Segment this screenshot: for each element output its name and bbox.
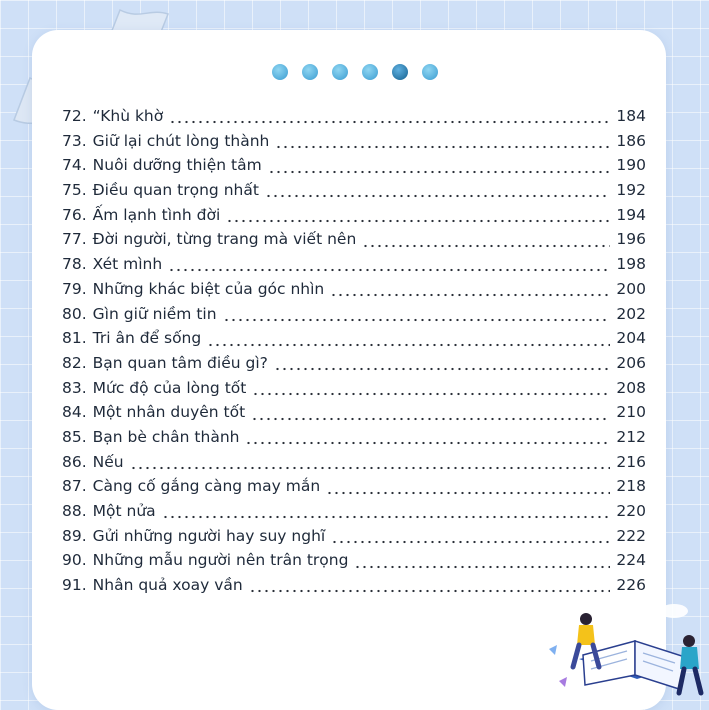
toc-entry — [62, 329, 646, 354]
page-indicator — [272, 64, 438, 80]
toc-entry-number: 90. — [62, 551, 87, 570]
toc-dot-leader — [130, 466, 611, 470]
toc-dot-leader — [252, 392, 610, 396]
toc-entry — [62, 181, 646, 206]
toc-dot-leader — [168, 268, 610, 272]
toc-entry-number: 73. — [62, 131, 87, 150]
toc-entry-number: 81. — [62, 329, 87, 348]
toc-entry-page: 192 — [616, 181, 646, 200]
toc-entry-number: 79. — [62, 279, 87, 298]
toc-entry — [62, 379, 646, 404]
page-dot — [362, 64, 378, 80]
toc-entry-title: Điều quan trọng nhất — [92, 181, 259, 200]
toc-entry-title: Càng cố gắng càng may mắn — [92, 477, 321, 496]
toc-dot-leader — [223, 318, 611, 322]
toc-entry-title: Bạn bè chân thành — [92, 427, 240, 446]
toc-dot-leader — [362, 244, 610, 248]
toc-entry — [62, 255, 646, 280]
toc-entry-number: 78. — [62, 255, 87, 274]
toc-entry — [62, 107, 646, 132]
toc-entry-page: 186 — [616, 131, 646, 150]
toc-entry — [62, 132, 646, 157]
toc-entry-title: “Khù khờ — [92, 107, 164, 125]
toc-entry-page: 204 — [616, 329, 646, 348]
toc-dot-leader — [226, 219, 610, 223]
toc-entry-number: 82. — [62, 353, 87, 372]
toc-entry-page: 202 — [616, 304, 646, 323]
toc-entry-number: 74. — [62, 156, 87, 175]
toc-entry-number: 87. — [62, 477, 87, 496]
reading-people-illustration — [539, 589, 709, 709]
page-dot — [422, 64, 438, 80]
toc-dot-leader — [251, 417, 610, 421]
toc-entry — [62, 477, 646, 502]
page-dot-active — [392, 64, 408, 80]
toc-entry-page: 196 — [616, 230, 646, 249]
toc-entry-title: Nếu — [92, 452, 124, 471]
toc-entry-title: Đời người, từng trang mà viết nên — [92, 230, 357, 249]
toc-entry — [62, 305, 646, 330]
toc-entry-title: Giữ lại chút lòng thành — [92, 131, 270, 150]
toc-entry — [62, 428, 646, 453]
toc-dot-leader — [331, 540, 610, 544]
toc-entry-title: Bạn quan tâm điều gì? — [92, 353, 268, 372]
toc-entry — [62, 403, 646, 428]
page-dot — [272, 64, 288, 80]
toc-entry-page: 208 — [616, 378, 646, 397]
toc-entry-number: 83. — [62, 378, 87, 397]
toc-entry — [62, 502, 646, 527]
toc-entry-page: 198 — [616, 255, 646, 274]
toc-entry-page: 184 — [616, 107, 646, 125]
toc-dot-leader — [326, 491, 610, 495]
toc-entry — [62, 206, 646, 231]
toc-entry-title: Nhân quả xoay vần — [92, 576, 243, 595]
toc-entry-title: Gửi những người hay suy nghĩ — [92, 526, 326, 545]
toc-entry-number: 77. — [62, 230, 87, 249]
toc-entry-page: 194 — [616, 205, 646, 224]
toc-dot-leader — [162, 515, 611, 519]
toc-dot-leader — [354, 565, 610, 569]
toc-entry-number: 84. — [62, 403, 87, 422]
toc-entry-page: 218 — [616, 477, 646, 496]
toc-entry-number: 76. — [62, 205, 87, 224]
toc-entry-number: 91. — [62, 576, 87, 595]
toc-entry-title: Một nửa — [92, 502, 156, 520]
toc-dot-leader — [274, 367, 611, 371]
toc-entry — [62, 280, 646, 305]
page-dot — [302, 64, 318, 80]
toc-entry — [62, 156, 646, 181]
page-dot — [332, 64, 348, 80]
toc-dot-leader — [169, 120, 610, 124]
toc-entry — [62, 453, 646, 478]
toc-dot-leader — [265, 194, 610, 198]
toc-entry-page: 222 — [616, 526, 646, 545]
toc-dot-leader — [275, 145, 610, 149]
toc-dot-leader — [207, 343, 610, 347]
toc-entry-number: 85. — [62, 427, 87, 446]
toc-entry-page: 200 — [616, 279, 646, 298]
toc-entry-title: Gìn giữ niềm tin — [92, 304, 217, 323]
toc-entry-title: Xét mình — [92, 255, 163, 274]
toc-entry-title: Mức độ của lòng tốt — [92, 378, 247, 397]
toc-entry — [62, 551, 646, 576]
toc-entry — [62, 527, 646, 552]
toc-entry-number: 75. — [62, 181, 87, 200]
toc-entry-title: Tri ân để sống — [92, 329, 202, 348]
toc-entry — [62, 354, 646, 379]
toc-entry-page: 206 — [616, 353, 646, 372]
toc-entry — [62, 230, 646, 255]
toc-entry-number: 86. — [62, 452, 87, 471]
toc-entry-page: 210 — [616, 403, 646, 422]
toc-entry-title: Một nhân duyên tốt — [92, 403, 246, 422]
toc-entry-number: 80. — [62, 304, 87, 323]
toc-entry-page: 226 — [616, 576, 646, 595]
toc-entry-page: 190 — [616, 156, 646, 175]
toc-entry-title: Những mẫu người nên trân trọng — [92, 551, 349, 570]
toc-entry-title: Những khác biệt của góc nhìn — [92, 279, 325, 298]
toc-entry-page: 220 — [616, 502, 646, 520]
toc-entry-number: 89. — [62, 526, 87, 545]
toc-entry-number: 72. — [62, 107, 87, 125]
toc-entry-title: Ấm lạnh tình đời — [92, 205, 221, 224]
toc-dot-leader — [268, 170, 611, 174]
toc-dot-leader — [330, 293, 610, 297]
toc-entry-title: Nuôi dưỡng thiện tâm — [92, 156, 262, 175]
toc-entry-number: 88. — [62, 502, 87, 520]
table-of-contents — [62, 107, 646, 601]
toc-entry-page: 224 — [616, 551, 646, 570]
toc-entry-page: 216 — [616, 452, 646, 471]
toc-entry-page: 212 — [616, 427, 646, 446]
toc-dot-leader — [245, 441, 610, 445]
